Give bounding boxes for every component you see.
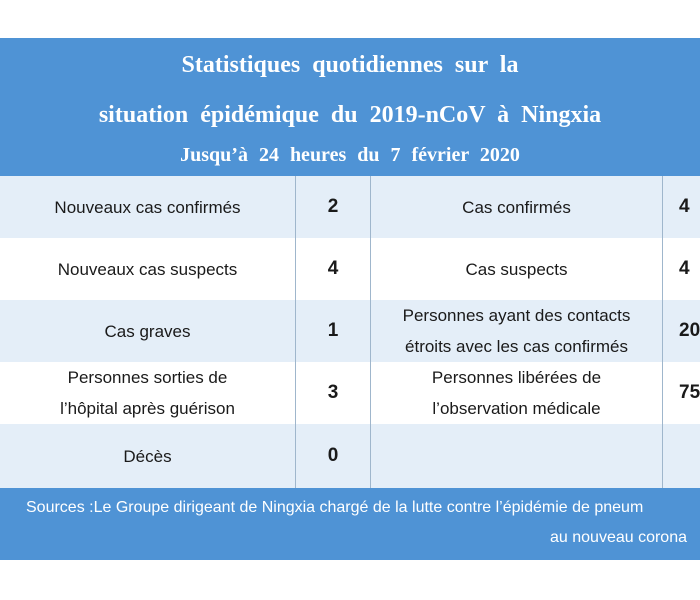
recovered-value: 3 — [295, 362, 370, 424]
table-row — [0, 238, 700, 300]
statistics-table — [0, 176, 700, 488]
close-contacts-value: 20 — [662, 300, 700, 362]
new-suspected-value: 4 — [295, 238, 370, 300]
new-suspected-label: Nouveaux cas suspects — [57, 259, 238, 279]
table-row — [0, 424, 700, 488]
recovered-label: Personnes sorties de l’hôpital après guérison — [60, 368, 235, 418]
source-line-1: Sources :Le Groupe dirigeant de Ningxia chargé de la lutte contre l’épidémie de pneum — [26, 499, 644, 516]
table-row — [0, 176, 700, 238]
new-confirmed-value: 2 — [295, 176, 370, 238]
title-line-2: situation épidémique du 2019-nCoV à Ningxia — [98, 102, 602, 128]
confirmed-value: 4 — [662, 176, 700, 238]
source-line-2: au nouveau corona — [550, 529, 687, 546]
title-line-1: Statistiques quotidiennes sur la — [181, 52, 519, 78]
empty-value-cell — [662, 424, 700, 488]
close-contacts-label: Personnes ayant des contacts étroits avec les cas confirmés — [370, 300, 662, 362]
severe-cases-label: Cas graves — [104, 321, 191, 341]
header-banner — [0, 38, 700, 176]
confirmed-label: Cas confirmés — [370, 176, 662, 238]
date-subtitle: Jusqu’à 24 heures du 7 février 2020 — [180, 144, 520, 166]
suspected-value: 4 — [662, 238, 700, 300]
suspected-label: Cas suspects — [370, 238, 662, 300]
new-confirmed-label: Nouveaux cas confirmés — [54, 197, 241, 217]
source-footer — [0, 488, 700, 560]
deaths-label: Décès — [123, 446, 172, 466]
severe-cases-value: 1 — [295, 300, 370, 362]
table-row — [0, 362, 700, 424]
released-observation-value: 75 — [662, 362, 700, 424]
deaths-value: 0 — [295, 424, 370, 488]
released-observation-label: Personnes libérées de l’observation médicale — [370, 362, 662, 424]
empty-label-cell — [370, 424, 662, 488]
table-row — [0, 300, 700, 362]
